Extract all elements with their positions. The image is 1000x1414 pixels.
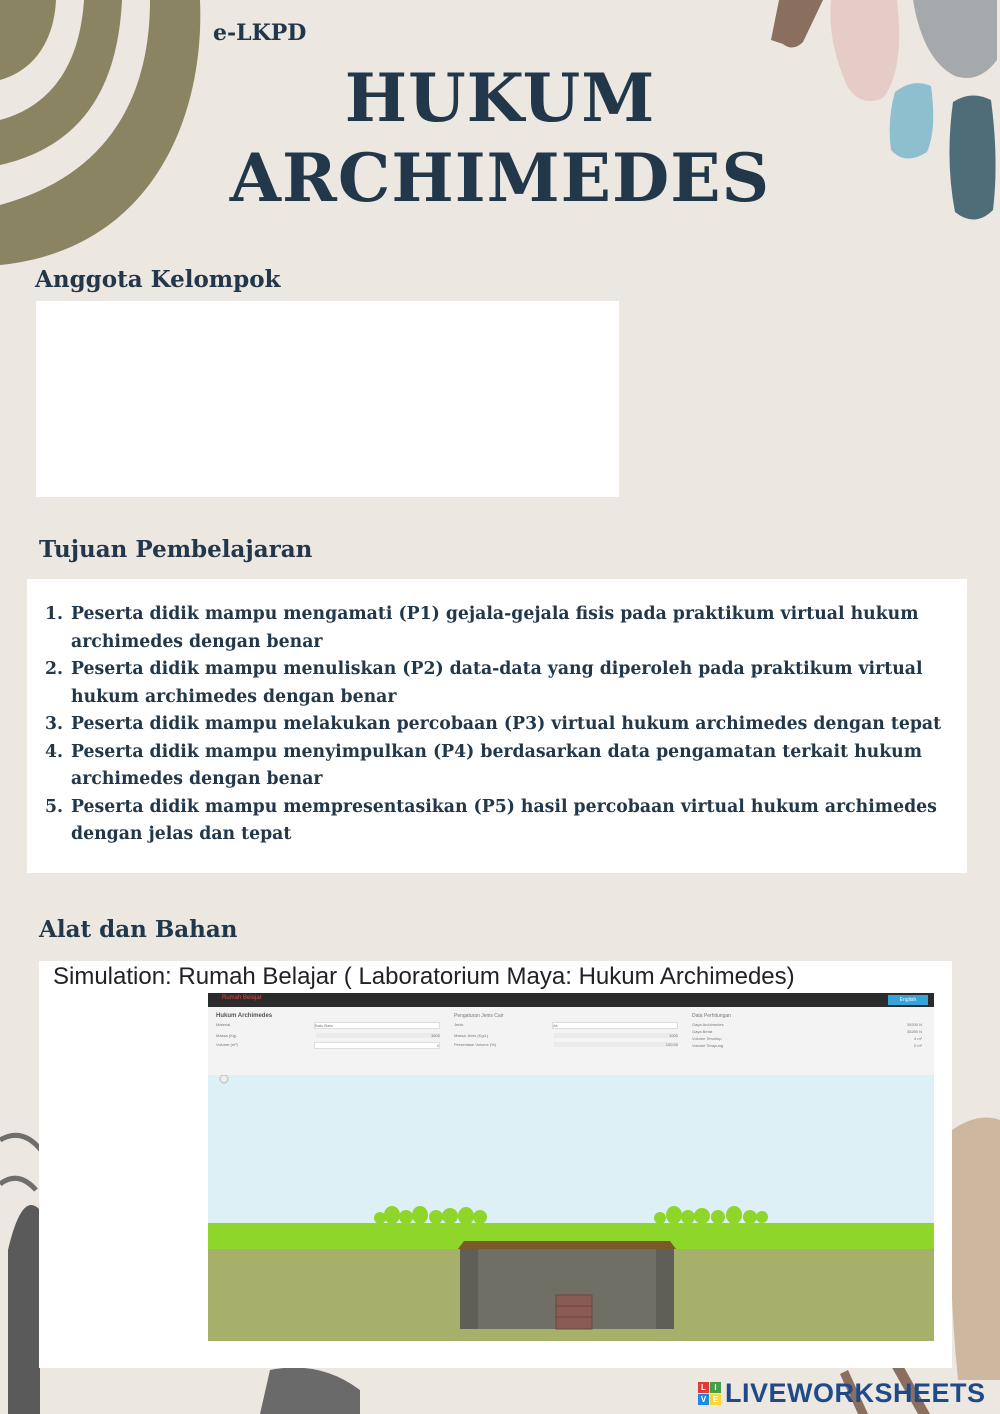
sim-field-label: Material xyxy=(216,1022,231,1027)
tank-right-wall xyxy=(656,1241,674,1329)
sim-top-bar xyxy=(208,993,934,1007)
elkpd-label: e-LKPD xyxy=(213,20,307,46)
sim-data-label: Volume Tercelup xyxy=(692,1036,722,1041)
title-line-2: ARCHIMEDES xyxy=(229,139,771,217)
tank-left-wall xyxy=(460,1241,478,1329)
sim-control-panel xyxy=(208,1007,934,1076)
badge-letter-i: I xyxy=(710,1382,721,1393)
sim-field-value[interactable]: 3600 xyxy=(316,1033,440,1038)
sim-panel-data xyxy=(692,1013,922,1048)
sky xyxy=(208,1075,934,1225)
objectives-list xyxy=(27,601,967,849)
sim-field-value[interactable]: Air xyxy=(552,1022,678,1029)
toggle-handle xyxy=(220,1075,228,1083)
sim-data-value: 0 m³ xyxy=(914,1043,922,1048)
sim-data-value: 35280 N xyxy=(906,1029,922,1034)
sim-data-value: 4 m³ xyxy=(914,1036,922,1041)
sim-app-name: Rumah Belajar xyxy=(222,995,262,1001)
badge-letter-l: L xyxy=(698,1382,709,1393)
simulation-screenshot xyxy=(208,993,934,1341)
sim-data-label: Gaya Archimedes xyxy=(692,1022,724,1027)
tools-heading: Alat dan Bahan xyxy=(39,916,238,943)
sim-field-value[interactable]: 1000 xyxy=(554,1033,678,1038)
members-heading: Anggota Kelompok xyxy=(35,266,281,293)
sim-field-value[interactable]: Batu Bata xyxy=(314,1022,440,1029)
sim-panel-material xyxy=(216,1013,440,1049)
objectives-heading: Tujuan Pembelajaran xyxy=(39,536,313,563)
simulation-caption: Simulation: Rumah Belajar ( Laboratorium Maya: Hukum Archimedes) xyxy=(53,963,795,990)
sim-language-button[interactable]: English xyxy=(888,995,928,1005)
title-line-1: HUKUM xyxy=(344,59,656,137)
sim-field-label: Jenis xyxy=(454,1022,464,1027)
badge-letter-e: E xyxy=(710,1394,721,1405)
sim-data-label: Volume Terapung xyxy=(692,1043,724,1048)
badge-letter-v: V xyxy=(698,1394,709,1405)
objective-item: 1. Peserta didik mampu mengamati (P1) gejala-gejala fisis pada praktikum virtual hukum archimedes dengan benar xyxy=(69,601,967,656)
objective-item: 4. Peserta didik mampu menyimpulkan (P4) berdasarkan data pengamatan terkait hukum archimedes dengan benar xyxy=(69,739,967,794)
sim-field-value[interactable]: 2 xyxy=(314,1042,440,1049)
page-title xyxy=(220,58,780,218)
tank-rim xyxy=(458,1241,676,1249)
brick xyxy=(556,1295,592,1329)
sim-panel-liquid xyxy=(454,1013,678,1047)
sim-field-label: Massa Jenis (Kg/L) xyxy=(454,1033,489,1038)
sim-data-label: Gaya Berat xyxy=(692,1029,713,1034)
olive-arc-decoration xyxy=(0,0,220,270)
objective-item: 5. Peserta didik mampu mempresentasikan (P5) hasil percobaan virtual hukum archimedes dengan jelas dan tepat xyxy=(69,794,967,849)
live-badge xyxy=(698,1382,721,1405)
liveworksheets-wordmark: LIVEWORKSHEETS xyxy=(725,1378,986,1408)
sim-panel3-title: Data Perhitungan xyxy=(692,1013,731,1019)
paint-strokes-decoration xyxy=(765,0,1000,225)
liveworksheets-logo[interactable] xyxy=(698,1378,986,1409)
objectives-box xyxy=(27,579,967,873)
sim-panel2-title: Pengaturan Jenis Cair xyxy=(454,1013,504,1019)
sim-panel1-title: Hukum Archimedes xyxy=(216,1013,273,1019)
sim-field-label: Persentase Volume (%) xyxy=(454,1042,497,1047)
sim-field-label: Volume (m³) xyxy=(216,1042,238,1047)
objective-item: 2. Peserta didik mampu menuliskan (P2) data-data yang diperoleh pada praktikum virtual hukum archimedes dengan benar xyxy=(69,656,967,711)
sim-data-value: 39200 N xyxy=(906,1022,922,1027)
sim-field-label: Massa (Kg) xyxy=(216,1033,237,1038)
members-input-area[interactable] xyxy=(36,301,619,497)
sim-scene xyxy=(208,1075,934,1341)
objective-item: 3. Peserta didik mampu melakukan percobaan (P3) virtual hukum archimedes dengan tepat xyxy=(69,711,967,739)
sim-field-value[interactable]: 100.00 xyxy=(554,1042,678,1047)
